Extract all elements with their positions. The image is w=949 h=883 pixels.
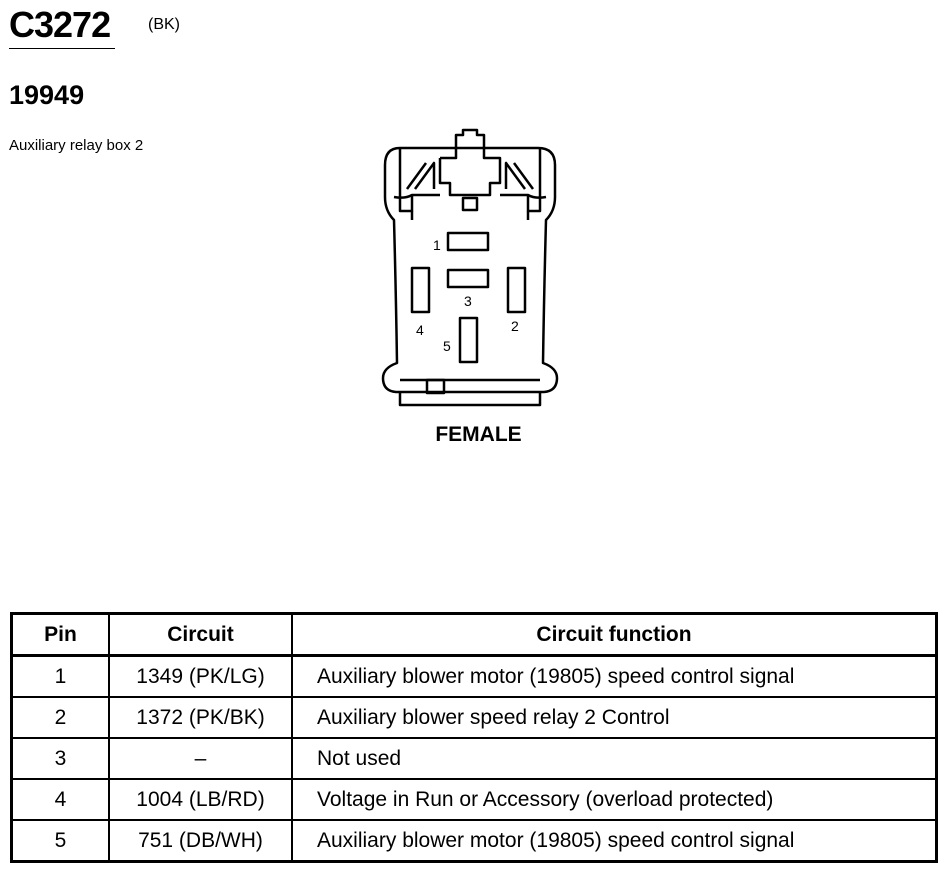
pin-cavity-2: [508, 268, 525, 312]
pin-cavity-3: [448, 270, 488, 287]
cell-function: Auxiliary blower speed relay 2 Control: [292, 697, 937, 738]
cell-pin: 2: [12, 697, 110, 738]
cell-function: Voltage in Run or Accessory (overload protected): [292, 779, 937, 820]
header-circuit-function: Circuit function: [292, 614, 937, 656]
connector-id: C3272: [9, 4, 111, 45]
left-rib: [407, 163, 434, 189]
cell-pin: 1: [12, 656, 110, 698]
pin-label-4: 4: [416, 322, 424, 338]
cell-function: Auxiliary blower motor (19805) speed control signal: [292, 656, 937, 698]
pin-label-5: 5: [443, 338, 451, 354]
cell-circuit: 1372 (PK/BK): [109, 697, 292, 738]
part-number: 19949: [9, 80, 85, 110]
cell-function: Not used: [292, 738, 937, 779]
cell-function: Auxiliary blower motor (19805) speed control signal: [292, 820, 937, 862]
table-header-row: [12, 614, 937, 656]
right-rib: [506, 163, 533, 189]
center-key: [463, 198, 477, 210]
header-pin: Pin: [12, 614, 110, 656]
header-circuit: Circuit: [109, 614, 292, 656]
connector-face-diagram: [370, 125, 570, 410]
table-row: [12, 820, 937, 862]
cell-pin: 5: [12, 820, 110, 862]
table-row: [12, 738, 937, 779]
connector-gender: FEMALE: [435, 423, 522, 446]
table-row: [12, 656, 937, 698]
pinout-table: [10, 612, 938, 863]
cell-circuit: 751 (DB/WH): [109, 820, 292, 862]
connector-description: Auxiliary relay box 2: [9, 137, 144, 154]
latch-tab: [456, 130, 484, 148]
cell-circuit: 1349 (PK/LG): [109, 656, 292, 698]
cell-circuit: 1004 (LB/RD): [109, 779, 292, 820]
cell-pin: 3: [12, 738, 110, 779]
pin-label-3: 3: [464, 293, 472, 309]
latch-block: [440, 148, 500, 195]
pin-label-2: 2: [511, 318, 519, 334]
pin-cavity-1: [448, 233, 488, 250]
connector-id-underline: [9, 48, 115, 49]
connector-color: (BK): [148, 16, 180, 33]
pin-label-1: 1: [433, 237, 441, 253]
cell-pin: 4: [12, 779, 110, 820]
table-row: [12, 779, 937, 820]
pin-cavity-4: [412, 268, 429, 312]
cell-circuit: –: [109, 738, 292, 779]
pin-cavity-5: [460, 318, 477, 362]
table-row: [12, 697, 937, 738]
